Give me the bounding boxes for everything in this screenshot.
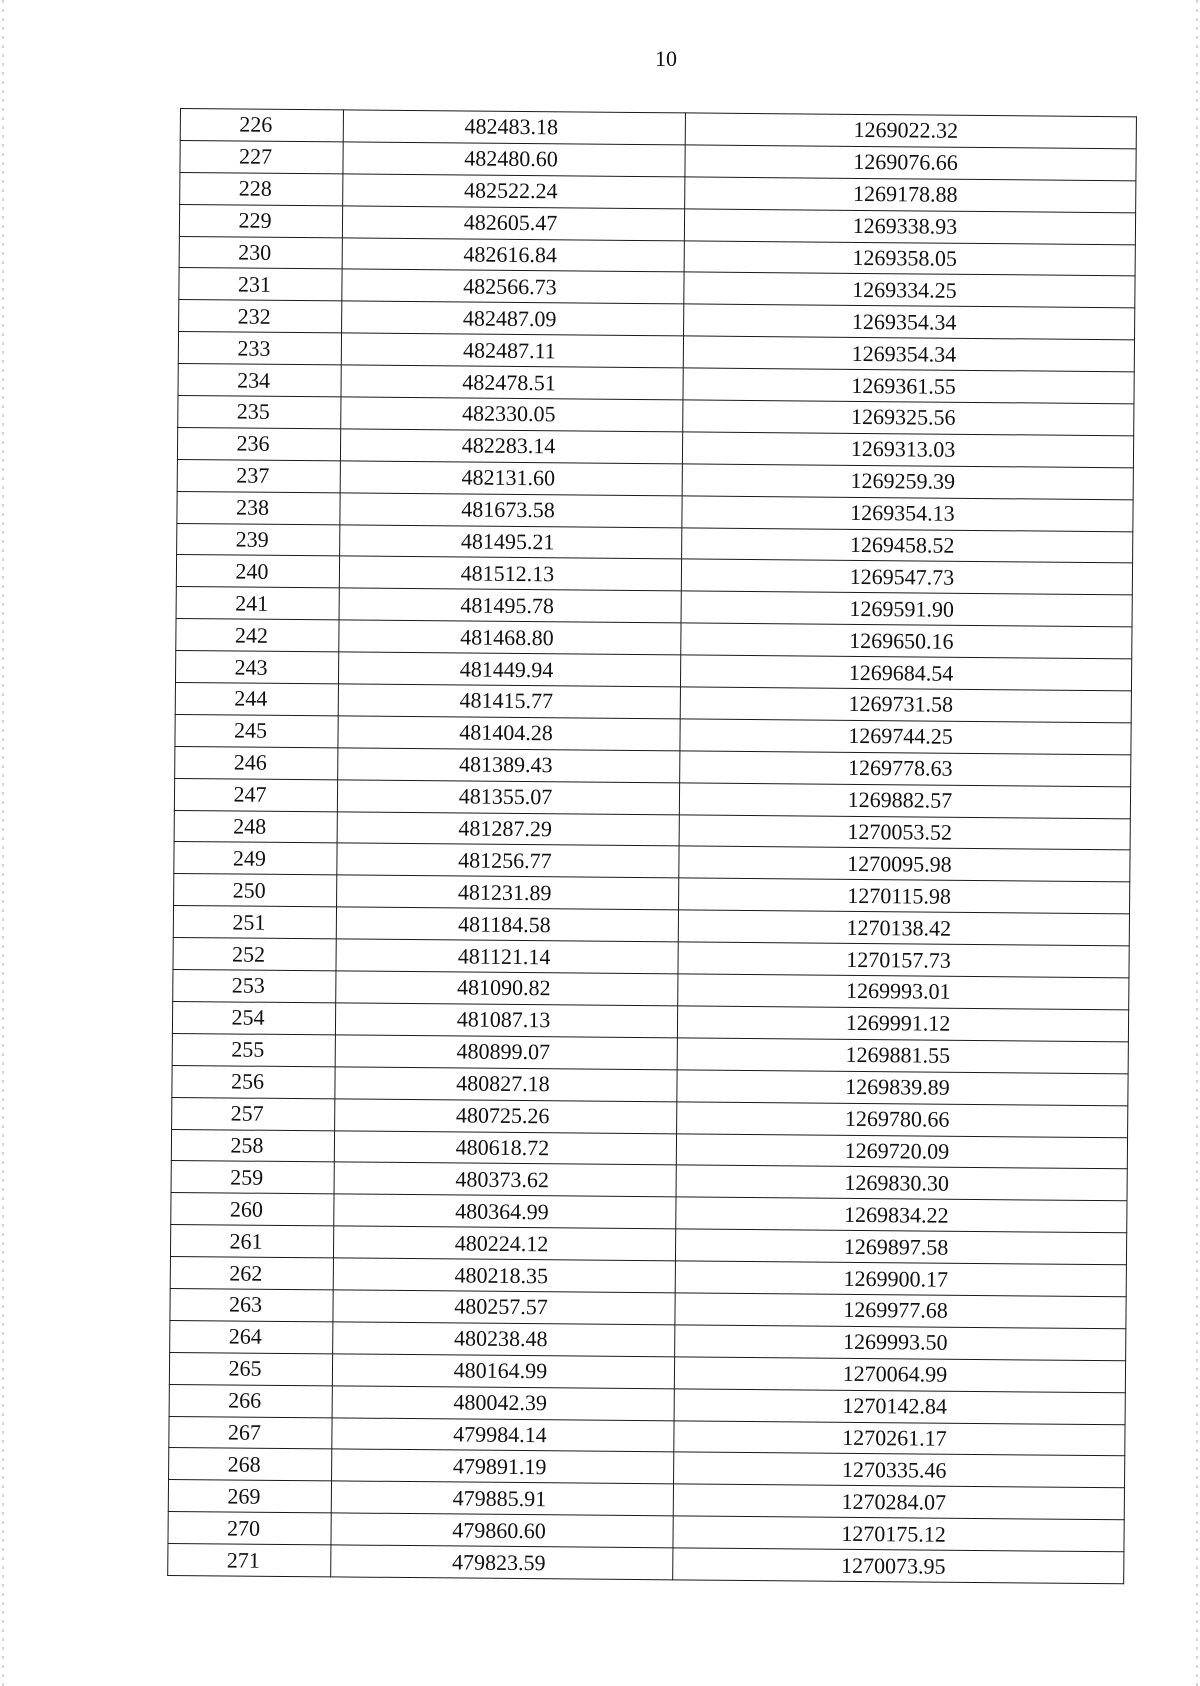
- y-coordinate-cell: 1270335.46: [674, 1452, 1125, 1488]
- x-coordinate-cell: 482283.14: [340, 429, 682, 464]
- x-coordinate-cell: 480899.07: [335, 1035, 677, 1070]
- y-coordinate-cell: 1269834.22: [676, 1197, 1127, 1233]
- x-coordinate-cell: 480218.35: [333, 1258, 675, 1293]
- y-coordinate-cell: 1269780.66: [677, 1101, 1128, 1137]
- y-coordinate-cell: 1269882.57: [679, 783, 1130, 819]
- point-number-cell: 268: [169, 1448, 332, 1481]
- point-number-cell: 240: [176, 555, 339, 588]
- y-coordinate-cell: 1270115.98: [679, 878, 1130, 914]
- coordinate-table: [167, 108, 1137, 1584]
- x-coordinate-cell: 481495.21: [340, 524, 682, 559]
- y-coordinate-cell: 1269839.89: [677, 1070, 1128, 1106]
- y-coordinate-cell: 1270138.42: [678, 910, 1129, 946]
- point-number-cell: 236: [177, 427, 340, 460]
- y-coordinate-cell: 1269977.68: [675, 1293, 1126, 1329]
- scan-edge-left: [2, 0, 4, 1686]
- point-number-cell: 228: [180, 172, 343, 205]
- y-coordinate-cell: 1269720.09: [676, 1133, 1127, 1169]
- point-number-cell: 265: [169, 1352, 332, 1385]
- point-number-cell: 237: [177, 459, 340, 492]
- x-coordinate-cell: 481121.14: [336, 939, 678, 974]
- x-coordinate-cell: 481256.77: [337, 843, 679, 878]
- x-coordinate-cell: 481449.94: [338, 652, 680, 687]
- x-coordinate-cell: 480618.72: [334, 1130, 676, 1165]
- scan-edge-right: [1196, 0, 1198, 1686]
- x-coordinate-cell: 482566.73: [342, 269, 684, 304]
- y-coordinate-cell: 1269881.55: [677, 1038, 1128, 1074]
- point-number-cell: 262: [170, 1257, 333, 1290]
- y-coordinate-cell: 1269744.25: [680, 719, 1131, 755]
- point-number-cell: 238: [177, 491, 340, 524]
- point-number-cell: 266: [169, 1384, 332, 1417]
- point-number-cell: 227: [180, 140, 343, 173]
- y-coordinate-cell: 1269334.25: [684, 272, 1135, 308]
- y-coordinate-cell: 1270284.07: [673, 1484, 1124, 1520]
- y-coordinate-cell: 1269358.05: [684, 240, 1135, 276]
- x-coordinate-cell: 481231.89: [337, 875, 679, 910]
- x-coordinate-cell: 480257.57: [333, 1290, 675, 1325]
- x-coordinate-cell: 480827.18: [335, 1067, 677, 1102]
- y-coordinate-cell: 1269354.34: [684, 304, 1135, 340]
- x-coordinate-cell: 481468.80: [339, 620, 681, 655]
- x-coordinate-cell: 482605.47: [342, 206, 684, 241]
- point-number-cell: 247: [174, 778, 337, 811]
- x-coordinate-cell: 481355.07: [337, 780, 679, 815]
- point-number-cell: 249: [174, 842, 337, 875]
- x-coordinate-cell: 480373.62: [334, 1162, 676, 1197]
- point-number-cell: 261: [170, 1225, 333, 1258]
- y-coordinate-cell: 1269076.66: [685, 145, 1136, 181]
- point-number-cell: 229: [179, 204, 342, 237]
- x-coordinate-cell: 482487.11: [341, 333, 683, 368]
- point-number-cell: 263: [170, 1288, 333, 1321]
- point-number-cell: 253: [173, 970, 336, 1003]
- x-coordinate-cell: 482330.05: [341, 397, 683, 432]
- point-number-cell: 270: [168, 1512, 331, 1545]
- x-coordinate-cell: 481287.29: [337, 811, 679, 846]
- y-coordinate-cell: 1269547.73: [681, 559, 1132, 595]
- x-coordinate-cell: 481389.43: [338, 748, 680, 783]
- y-coordinate-cell: 1269313.03: [682, 432, 1133, 468]
- x-coordinate-cell: 481404.28: [338, 716, 680, 751]
- point-number-cell: 258: [171, 1129, 334, 1162]
- point-number-cell: 256: [172, 1065, 335, 1098]
- x-coordinate-cell: 482478.51: [341, 365, 683, 400]
- y-coordinate-cell: 1269684.54: [680, 655, 1131, 691]
- x-coordinate-cell: 481495.78: [339, 588, 681, 623]
- point-number-cell: 257: [172, 1097, 335, 1130]
- point-number-cell: 264: [170, 1320, 333, 1353]
- x-coordinate-cell: 479885.91: [331, 1481, 673, 1516]
- point-number-cell: 271: [168, 1544, 331, 1577]
- y-coordinate-cell: 1269338.93: [684, 209, 1135, 245]
- point-number-cell: 251: [173, 906, 336, 939]
- point-number-cell: 241: [176, 587, 339, 620]
- y-coordinate-cell: 1270095.98: [679, 846, 1130, 882]
- point-number-cell: 244: [175, 683, 338, 716]
- y-coordinate-cell: 1270157.73: [678, 942, 1129, 978]
- x-coordinate-cell: 479984.14: [332, 1417, 674, 1452]
- point-number-cell: 231: [179, 268, 342, 301]
- y-coordinate-cell: 1269591.90: [681, 591, 1132, 627]
- y-coordinate-cell: 1270175.12: [673, 1516, 1124, 1552]
- point-number-cell: 259: [171, 1161, 334, 1194]
- x-coordinate-cell: 479860.60: [331, 1513, 673, 1548]
- y-coordinate-cell: 1270053.52: [679, 814, 1130, 850]
- x-coordinate-cell: 480224.12: [333, 1226, 675, 1261]
- y-coordinate-cell: 1270261.17: [674, 1420, 1125, 1456]
- point-number-cell: 269: [168, 1480, 331, 1513]
- y-coordinate-cell: 1269830.30: [676, 1165, 1127, 1201]
- y-coordinate-cell: 1269354.34: [683, 336, 1134, 372]
- x-coordinate-cell: 480164.99: [332, 1354, 674, 1389]
- x-coordinate-cell: 480364.99: [334, 1194, 676, 1229]
- point-number-cell: 255: [172, 1033, 335, 1066]
- x-coordinate-cell: 481512.13: [339, 556, 681, 591]
- y-coordinate-cell: 1269361.55: [683, 368, 1134, 404]
- y-coordinate-cell: 1269178.88: [685, 177, 1136, 213]
- x-coordinate-cell: 481184.58: [336, 907, 678, 942]
- x-coordinate-cell: 482522.24: [343, 174, 685, 209]
- y-coordinate-cell: 1270064.99: [674, 1357, 1125, 1393]
- point-number-cell: 232: [179, 300, 342, 333]
- point-number-cell: 233: [178, 332, 341, 365]
- y-coordinate-cell: 1269993.50: [675, 1325, 1126, 1361]
- point-number-cell: 248: [174, 810, 337, 843]
- y-coordinate-cell: 1269650.16: [681, 623, 1132, 659]
- x-coordinate-cell: 482616.84: [342, 237, 684, 272]
- y-coordinate-cell: 1270142.84: [674, 1388, 1125, 1424]
- x-coordinate-cell: 481090.82: [336, 971, 678, 1006]
- x-coordinate-cell: 482131.60: [340, 461, 682, 496]
- x-coordinate-cell: 479891.19: [332, 1449, 674, 1484]
- point-number-cell: 267: [169, 1416, 332, 1449]
- point-number-cell: 260: [171, 1193, 334, 1226]
- page-number: 10: [655, 46, 677, 71]
- point-number-cell: 245: [175, 714, 338, 747]
- y-coordinate-cell: 1269731.58: [680, 687, 1131, 723]
- x-coordinate-cell: 479823.59: [331, 1545, 673, 1580]
- point-number-cell: 254: [172, 1001, 335, 1034]
- point-number-cell: 235: [178, 396, 341, 429]
- y-coordinate-cell: 1269354.13: [682, 496, 1133, 532]
- y-coordinate-cell: 1269022.32: [685, 113, 1136, 149]
- y-coordinate-cell: 1269897.58: [675, 1229, 1126, 1265]
- y-coordinate-cell: 1269778.63: [680, 751, 1131, 787]
- point-number-cell: 246: [175, 746, 338, 779]
- point-number-cell: 226: [180, 109, 343, 142]
- y-coordinate-cell: 1269993.01: [678, 974, 1129, 1010]
- point-number-cell: 252: [173, 938, 336, 971]
- x-coordinate-cell: 481673.58: [340, 493, 682, 528]
- x-coordinate-cell: 480042.39: [332, 1386, 674, 1421]
- x-coordinate-cell: 482483.18: [343, 110, 685, 145]
- point-number-cell: 230: [179, 236, 342, 269]
- x-coordinate-cell: 482487.09: [342, 301, 684, 336]
- y-coordinate-cell: 1269259.39: [682, 464, 1133, 500]
- coordinate-table-body: [168, 109, 1137, 1584]
- y-coordinate-cell: 1269900.17: [675, 1261, 1126, 1297]
- x-coordinate-cell: 482480.60: [343, 142, 685, 177]
- y-coordinate-cell: 1270073.95: [673, 1548, 1124, 1584]
- y-coordinate-cell: 1269458.52: [682, 527, 1133, 563]
- y-coordinate-cell: 1269991.12: [677, 1006, 1128, 1042]
- x-coordinate-cell: 481087.13: [335, 1003, 677, 1038]
- point-number-cell: 250: [174, 874, 337, 907]
- point-number-cell: 243: [175, 651, 338, 684]
- point-number-cell: 242: [176, 619, 339, 652]
- x-coordinate-cell: 480238.48: [333, 1322, 675, 1357]
- point-number-cell: 234: [178, 364, 341, 397]
- point-number-cell: 239: [177, 523, 340, 556]
- x-coordinate-cell: 480725.26: [335, 1098, 677, 1133]
- y-coordinate-cell: 1269325.56: [683, 400, 1134, 436]
- x-coordinate-cell: 481415.77: [338, 684, 680, 719]
